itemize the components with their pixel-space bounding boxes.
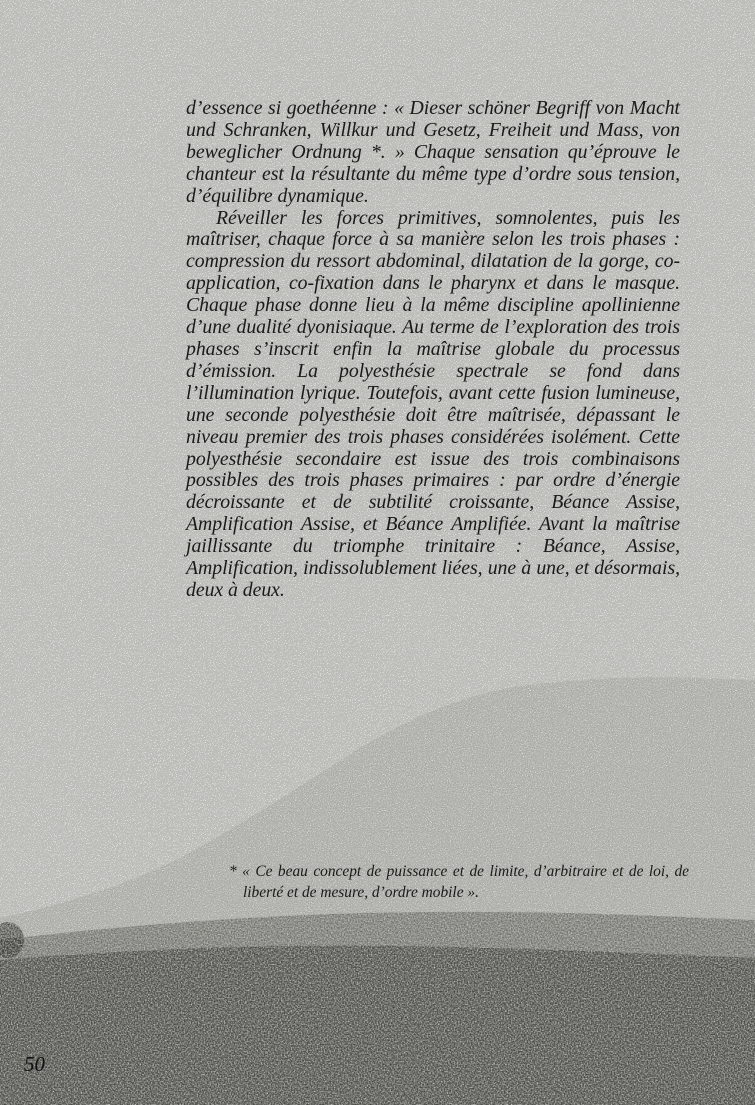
main-text — [186, 98, 680, 602]
paragraph-1: d’essence si goethéenne : « Dieser schöner Begriff von Macht und Schranken, Willkur und Gesetz, Freiheit und Mass, von beweglicher Ordnung *. » Chaque sensation qu’éprouve le chanteur est la résultante du même type d’ordre sous tension, d’équilibre dynamique. — [186, 97, 680, 207]
footnote: * « Ce beau concept de puissance et de limite, d’arbitraire et de loi, de liberté et de mesure, d’ordre mobile ». — [229, 863, 689, 901]
page-number: 50 — [24, 1052, 45, 1076]
paragraph-2: Réveiller les forces primitives, somnolentes, puis les maîtriser, chaque force à sa manière selon les trois phases : compression du ressort abdominal, dilatation de la gorge, co-application, co-fixation dans le pharynx et dans le masque. Chaque phase donne lieu à la même discipline apollinienne d’une dualité dyonisiaque. Au terme de l’exploration des trois phases s’inscrit enfin la maîtrise globale du processus d’émission. La polyesthésie spectrale se fond dans l’illumination lyrique. Toutefois, avant cette fusion lumineuse, une seconde polyesthésie doit être maîtrisée, dépassant le niveau premier des trois phases considérées isolément. Cette polyesthésie secondaire est issue des trois combinaisons possibles des trois phases primaires : par ordre d’énergie décroissante et de subtilité croissante, Béance Assise, Amplification Assise, et Béance Amplifiée. Avant la maîtrise jaillissante du triomphe trinitaire : Béance, Assise, Amplification, indissolublement liées, une à une, et désormais, deux à deux. — [186, 206, 680, 601]
